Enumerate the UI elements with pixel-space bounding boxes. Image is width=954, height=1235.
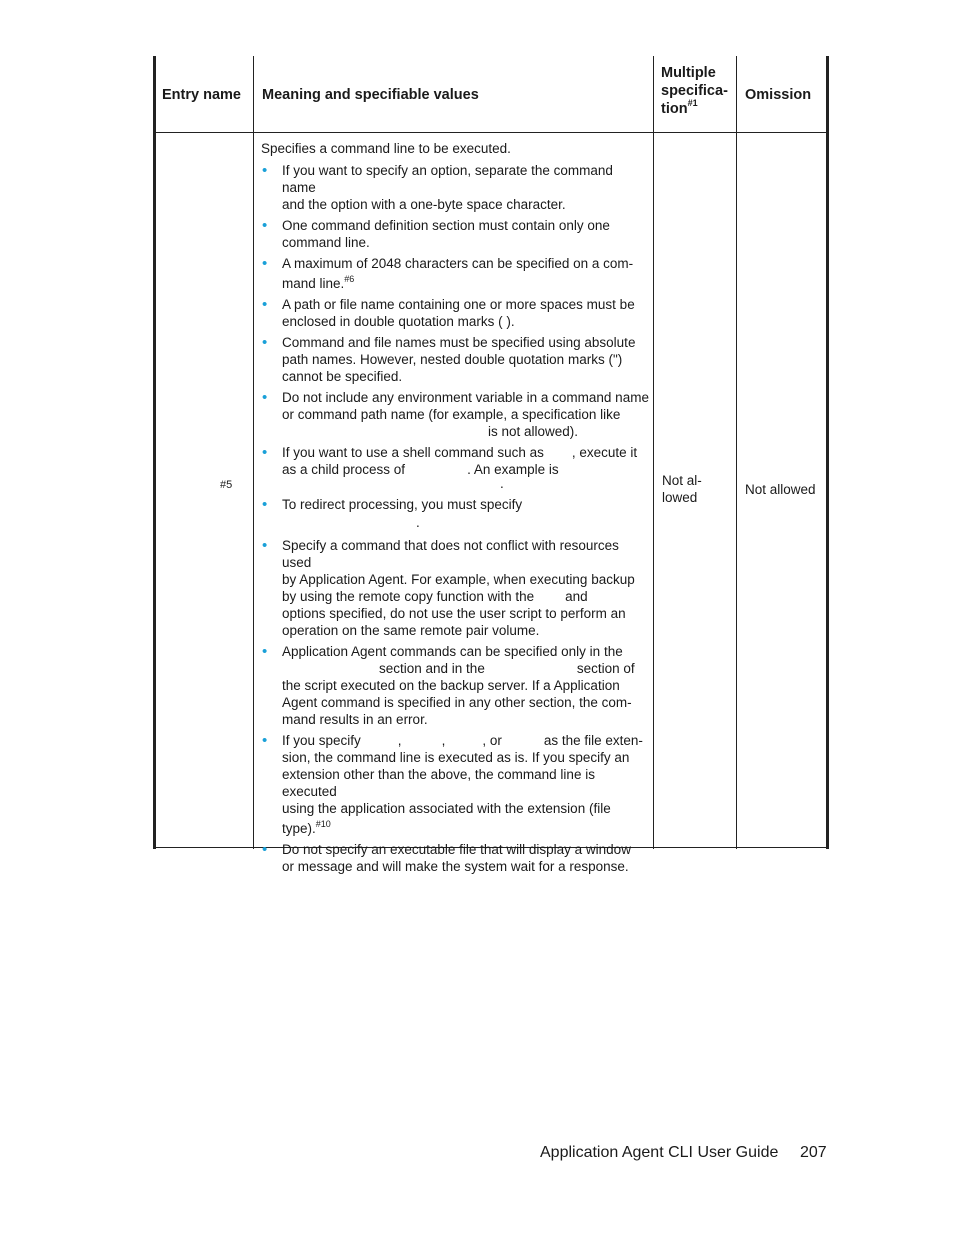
bullet-icon: •: [262, 334, 268, 351]
meaning-bullet-list: [261, 162, 649, 875]
list-item: • A path or file name containing one or more spaces must be enclosed in double quotation marks ( ).: [262, 296, 635, 329]
list-item: • Do not specify an executable file that will display a window or message and will make the system wait for a response.: [262, 841, 631, 874]
column-divider: [653, 56, 654, 849]
header-meaning: Meaning and specifiable values: [262, 87, 479, 103]
entry-table: [153, 56, 829, 874]
table-left-border: [153, 56, 156, 849]
list-item: • Application Agent commands can be specified only in the section and in the section of the script executed on the backup server. If a Application Agent command is specified in any other section, the com- mand results in an error.: [262, 643, 635, 727]
header-omission: Omission: [745, 87, 812, 103]
list-item: • If you want to use a shell command such as , execute it as a child process of . An example is .: [262, 444, 638, 491]
omission-value: Not allowed: [745, 482, 816, 497]
header-multiple-specification: Multiple specifica- tion$^{\#1}$: [661, 65, 728, 117]
bullet-icon: •: [262, 162, 268, 179]
entry-footnote-ref: #5: [220, 479, 233, 491]
bullet-icon: •: [262, 496, 268, 513]
list-item: • Specify a command that does not conflict with resources used by Application Agent. For example, when executing backup by using the remote copy function with the and options specified, do not use the user script to perform an operation on the same remote pair volume.: [262, 537, 635, 638]
footnote-ref: #6: [344, 273, 355, 284]
table-right-border: [826, 56, 829, 849]
bullet-icon: •: [262, 389, 268, 406]
list-item: • If you specify , , , or as the file exten- sion, the command line is executed as is. If you specify an extension other than the above, the command line is executed using the application associated with the extension (file type).$^{\#10}$: [262, 732, 643, 836]
bullet-icon: •: [262, 732, 268, 749]
footer-title: Application Agent CLI User Guide: [540, 1144, 779, 1161]
bullet-icon: •: [262, 537, 268, 554]
column-divider: [253, 56, 254, 849]
bullet-icon: •: [262, 296, 268, 313]
list-item: • To redirect processing, you must specify .: [262, 496, 523, 530]
multiple-specification-value: Not al- lowed: [662, 473, 702, 505]
page-number: 207: [800, 1144, 827, 1161]
meaning-intro: Specifies a command line to be executed.: [261, 141, 511, 156]
bullet-icon: •: [262, 255, 268, 272]
bullet-icon: •: [262, 444, 268, 461]
list-item: • A maximum of 2048 characters can be specified on a com- mand line.$^{\#6}$: [262, 255, 634, 291]
bullet-icon: •: [262, 217, 268, 234]
list-item: • Command and file names must be specified using absolute path names. However, nested double quotation marks (") cannot be specified.: [262, 334, 636, 384]
list-item: • One command definition section must contain only one command line.: [262, 217, 610, 250]
footnote-ref: #1: [687, 98, 698, 109]
footnote-ref: #10: [315, 818, 331, 829]
column-divider: [736, 56, 737, 849]
meaning-cell: [261, 140, 649, 879]
header-entry-name: Entry name: [162, 87, 241, 103]
bullet-icon: •: [262, 841, 268, 858]
bullet-icon: •: [262, 643, 268, 660]
list-item: • Do not include any environment variable in a command name or command path name (for example, a specification like is not allowed).: [262, 389, 649, 439]
list-item: • If you want to specify an option, separate the command name and the option with a one-byte space character.: [262, 162, 613, 212]
header-divider: [153, 132, 829, 133]
